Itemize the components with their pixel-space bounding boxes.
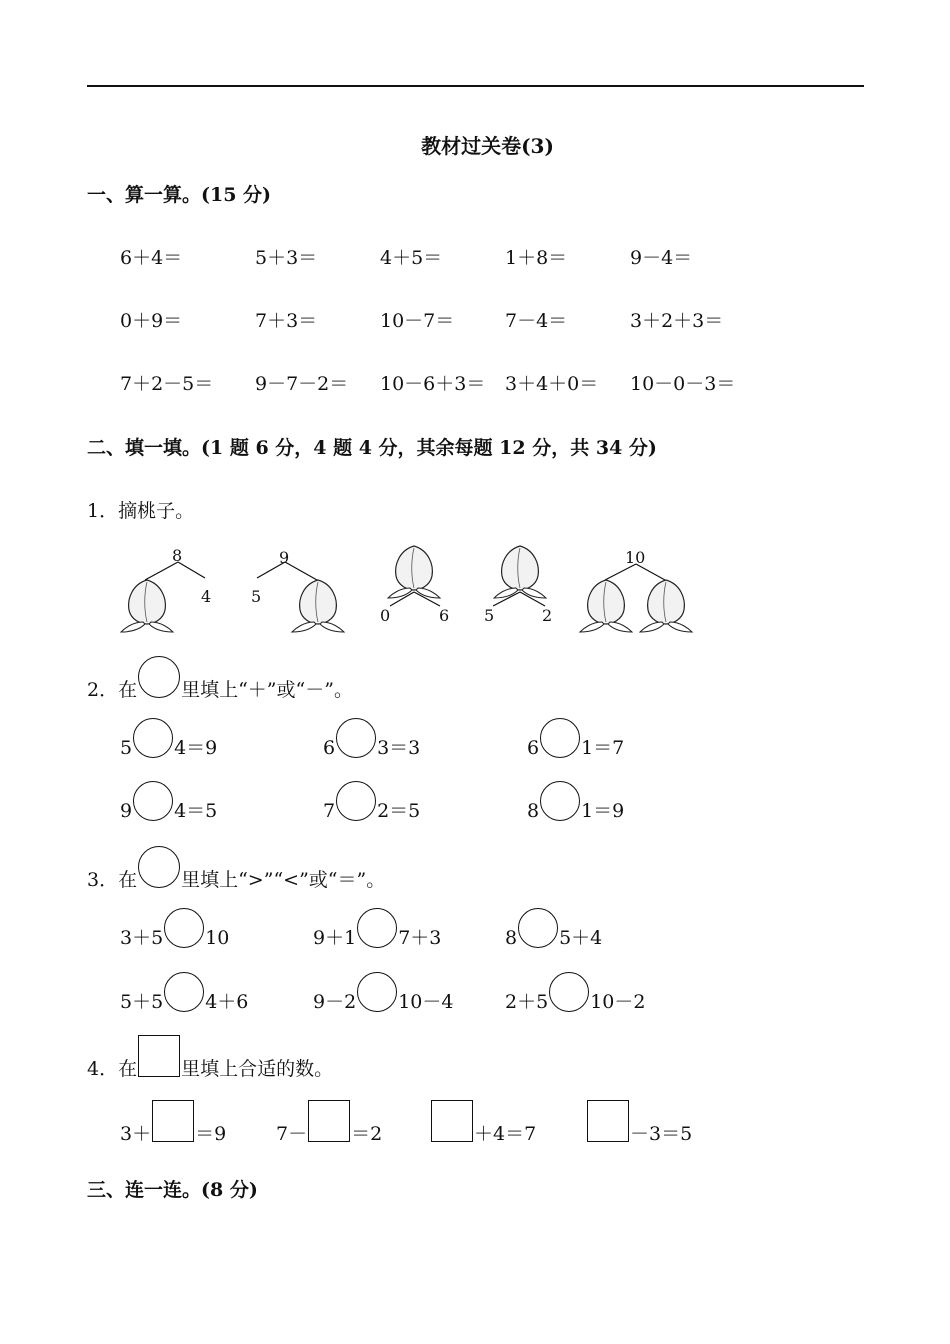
answer-box[interactable] — [308, 1100, 350, 1142]
operator-item: 6 3＝3 — [323, 718, 420, 760]
peach-icon — [580, 580, 632, 632]
fill-item: 7－ ＝2 — [276, 1100, 382, 1146]
circle-symbol-icon — [138, 656, 180, 698]
question-3-label — [87, 846, 385, 892]
calc-item: 7＋2－5＝ — [120, 373, 214, 395]
calc-item: 0＋9＝ — [120, 310, 183, 332]
answer-box[interactable] — [431, 1100, 473, 1142]
circle-symbol-icon — [138, 846, 180, 888]
calc-item: 7＋3＝ — [255, 310, 318, 332]
peach-number: 10 — [625, 548, 646, 567]
calc-item: 3＋2＋3＝ — [630, 310, 724, 332]
calc-item: 10－0－3＝ — [630, 373, 736, 395]
question-2-label — [87, 656, 353, 702]
answer-circle[interactable] — [540, 718, 580, 758]
peach-number: 4 — [201, 587, 212, 606]
answer-circle[interactable] — [540, 781, 580, 821]
peach-number: 6 — [439, 606, 450, 625]
peach-number: 8 — [172, 546, 183, 565]
peach-number: 2 — [542, 606, 553, 625]
section-2-heading: 二、填一填。(1 题 6 分，4 题 4 分，其余每题 12 分，共 34 分) — [87, 437, 657, 459]
fill-item: ＋4＝7 — [430, 1100, 536, 1146]
question-2-suffix: 里填上“＋”或“－”。 — [181, 679, 353, 701]
section-3-heading: 三、连一连。(8 分) — [87, 1179, 258, 1201]
calc-item: 3＋4＋0＝ — [505, 373, 599, 395]
question-2-prefix: 2．在 — [87, 679, 138, 701]
question-4-suffix: 里填上合适的数。 — [181, 1058, 334, 1080]
answer-circle[interactable] — [164, 972, 204, 1012]
operator-item: 6 1＝7 — [527, 718, 624, 760]
square-symbol-icon — [138, 1035, 180, 1077]
peach-icon — [494, 546, 546, 598]
peach-icon — [121, 580, 173, 632]
answer-circle[interactable] — [549, 972, 589, 1012]
compare-item: 9＋1 7＋3 — [313, 908, 441, 950]
operator-item: 7 2＝5 — [323, 781, 420, 823]
peach-number: 5 — [251, 587, 262, 606]
section-1-heading: 一、算一算。(15 分) — [87, 184, 272, 206]
question-4-label — [87, 1035, 333, 1081]
calc-item: 10－6＋3＝ — [380, 373, 486, 395]
peach-number: 9 — [279, 548, 290, 567]
peach-number: 0 — [380, 606, 391, 625]
answer-box[interactable] — [587, 1100, 629, 1142]
operator-item: 8 1＝9 — [527, 781, 624, 823]
calc-item: 10－7＝ — [380, 310, 455, 332]
compare-item: 3＋5 10 — [120, 908, 229, 950]
answer-circle[interactable] — [518, 908, 558, 948]
answer-circle[interactable] — [336, 781, 376, 821]
peach-icon — [292, 580, 344, 632]
answer-circle[interactable] — [336, 718, 376, 758]
operator-item: 5 4＝9 — [120, 718, 217, 760]
answer-circle[interactable] — [164, 908, 204, 948]
operator-item: 9 4＝5 — [120, 781, 217, 823]
calc-item: 1＋8＝ — [505, 247, 568, 269]
answer-circle[interactable] — [133, 718, 173, 758]
question-1-label: 1．摘桃子。 — [87, 500, 195, 522]
answer-circle[interactable] — [357, 908, 397, 948]
question-4-prefix: 4．在 — [87, 1058, 138, 1080]
calc-item: 5＋3＝ — [255, 247, 318, 269]
header-rule — [87, 85, 864, 87]
question-3-suffix: 里填上“>”“<”或“＝”。 — [181, 869, 386, 891]
peach-number: 5 — [484, 606, 495, 625]
answer-box[interactable] — [152, 1100, 194, 1142]
answer-circle[interactable] — [133, 781, 173, 821]
compare-item: 2＋5 10－2 — [505, 972, 645, 1014]
compare-item: 8 5＋4 — [505, 908, 602, 950]
calc-item: 6＋4＝ — [120, 247, 183, 269]
calc-item: 4＋5＝ — [380, 247, 443, 269]
peach-icon — [388, 546, 440, 598]
page-title: 教材过关卷(3) — [421, 134, 554, 158]
peach-diagrams — [0, 540, 950, 640]
compare-item: 9－2 10－4 — [313, 972, 453, 1014]
answer-circle[interactable] — [357, 972, 397, 1012]
peach-icon — [640, 580, 692, 632]
fill-item: －3＝5 — [586, 1100, 692, 1146]
question-3-prefix: 3．在 — [87, 869, 138, 891]
fill-item: 3＋ ＝9 — [120, 1100, 226, 1146]
compare-item: 5＋5 4＋6 — [120, 972, 248, 1014]
calc-item: 7－4＝ — [505, 310, 568, 332]
branch-line — [285, 562, 317, 580]
calc-item: 9－4＝ — [630, 247, 693, 269]
calc-item: 9－7－2＝ — [255, 373, 349, 395]
